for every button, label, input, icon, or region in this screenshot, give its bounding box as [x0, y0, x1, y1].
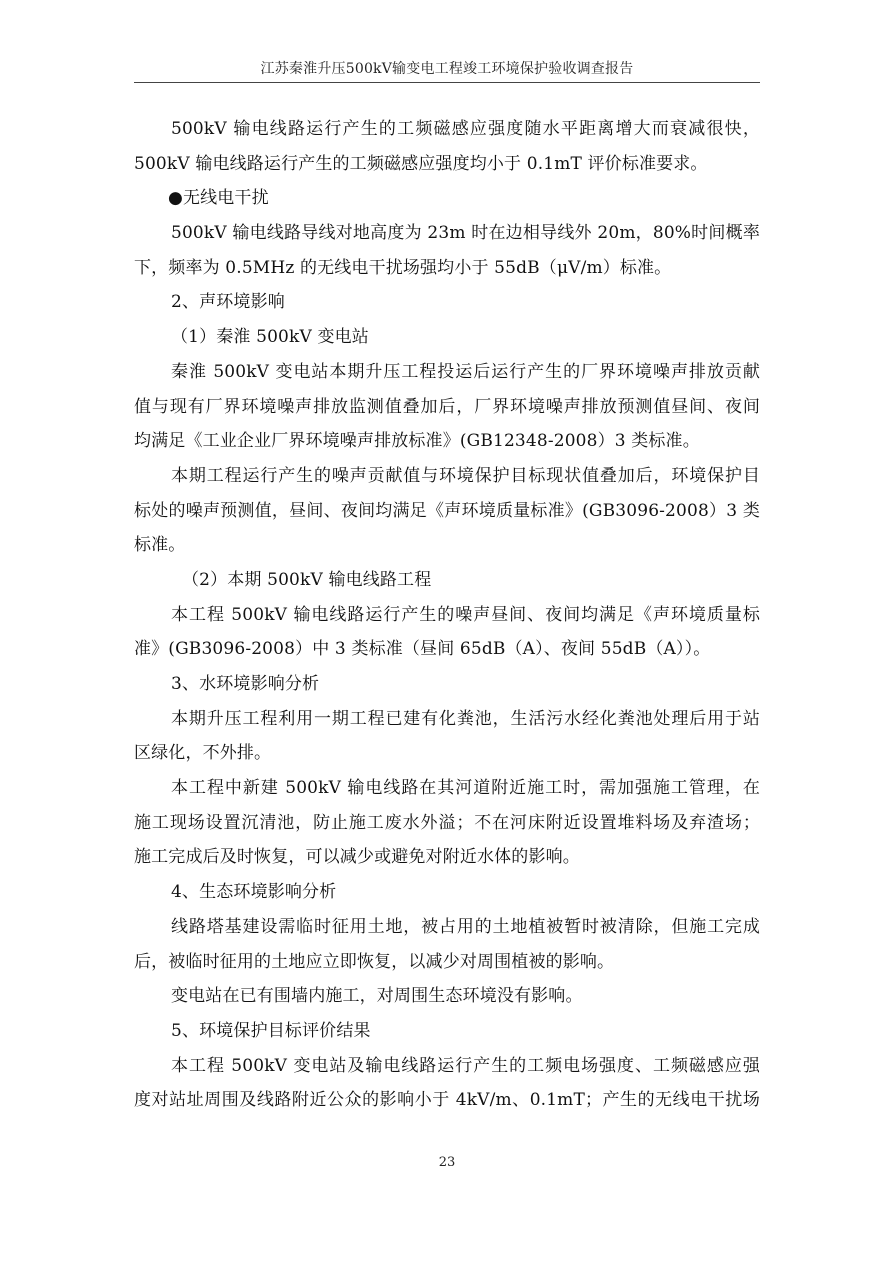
paragraph-line: 施工现场设置沉清池，防止施工废水外溢；不在河床附近设置堆料场及弃渣场；: [134, 812, 760, 833]
paragraph-line: 下，频率为 0.5MHz 的无线电干扰场强均小于 55dB（μV/m）标准。: [134, 257, 672, 278]
paragraph-line: 标准。: [134, 535, 186, 556]
paragraph-line: 区绿化，不外排。: [134, 743, 272, 764]
subsection-heading: （1）秦淮 500kV 变电站: [171, 327, 369, 348]
paragraph-line: 标处的噪声预测值，昼间、夜间均满足《声环境质量标准》(GB3096-2008）3 类: [134, 500, 760, 521]
paragraph-line: 后，被临时征用的土地应立即恢复，以减少对周围植被的影响。: [134, 951, 615, 972]
paragraph-line: 度对站址周围及线路附近公众的影响小于 4kV/m、0.1mT；产生的无线电干扰场: [134, 1090, 760, 1111]
page-header-title: 江苏秦淮升压500kV输变电工程竣工环境保护验收调查报告: [260, 61, 634, 77]
paragraph-line: 本期工程运行产生的噪声贡献值与环境保护目标现状值叠加后，环境保护目: [171, 465, 760, 486]
paragraph-line: 500kV 输电线路导线对地高度为 23m 时在边相导线外 20m，80%时间概率: [171, 223, 760, 244]
paragraph-line: 变电站在已有围墙内施工，对周围生态环境没有影响。: [171, 986, 583, 1007]
paragraph-line: 本工程中新建 500kV 输电线路在其河道附近施工时，需加强施工管理，在: [171, 778, 760, 799]
paragraph-line: 本工程 500kV 输电线路运行产生的噪声昼间、夜间均满足《声环境质量标: [171, 604, 760, 625]
subsection-heading: （2）本期 500kV 输电线路工程: [182, 569, 432, 590]
paragraph-line: 本期升压工程利用一期工程已建有化粪池，生活污水经化粪池处理后用于站: [171, 708, 760, 729]
bullet-heading: ●无线电干扰: [168, 188, 269, 209]
page-number: 23: [438, 1155, 456, 1170]
paragraph-line: 本工程 500kV 变电站及输电线路运行产生的工频电场强度、工频磁感应强: [171, 1055, 760, 1076]
paragraph-line: 准》(GB3096-2008）中 3 类标准（昼间 65dB（A）、夜间 55dB（A））。: [134, 639, 711, 660]
section-heading: 4、生态环境影响分析: [171, 882, 337, 903]
paragraph-line: 秦淮 500kV 变电站本期升压工程投运后运行产生的厂界环境噪声排放贡献: [171, 361, 760, 382]
header-divider: [134, 82, 760, 83]
section-heading: 2、声环境影响: [171, 292, 285, 313]
section-heading: 5、环境保护目标评价结果: [171, 1020, 371, 1041]
paragraph-line: 线路塔基建设需临时征用土地，被占用的土地植被暂时被清除，但施工完成: [171, 916, 760, 937]
paragraph-line: 施工完成后及时恢复，可以减少或避免对附近水体的影响。: [134, 847, 580, 868]
paragraph-line: 均满足《工业企业厂界环境噪声排放标准》(GB12348-2008）3 类标准。: [134, 431, 700, 452]
section-heading: 3、水环境影响分析: [171, 674, 320, 694]
document-body: [134, 112, 760, 1118]
paragraph-line: 500kV 输电线路运行产生的工频磁感应强度随水平距离增大而衰减很快，: [171, 119, 760, 139]
paragraph-line: 500kV 输电线路运行产生的工频磁感应强度均小于 0.1mT 评价标准要求。: [134, 153, 708, 174]
paragraph-line: 值与现有厂界环境噪声排放监测值叠加后，厂界环境噪声排放预测值昼间、夜间: [134, 396, 760, 417]
